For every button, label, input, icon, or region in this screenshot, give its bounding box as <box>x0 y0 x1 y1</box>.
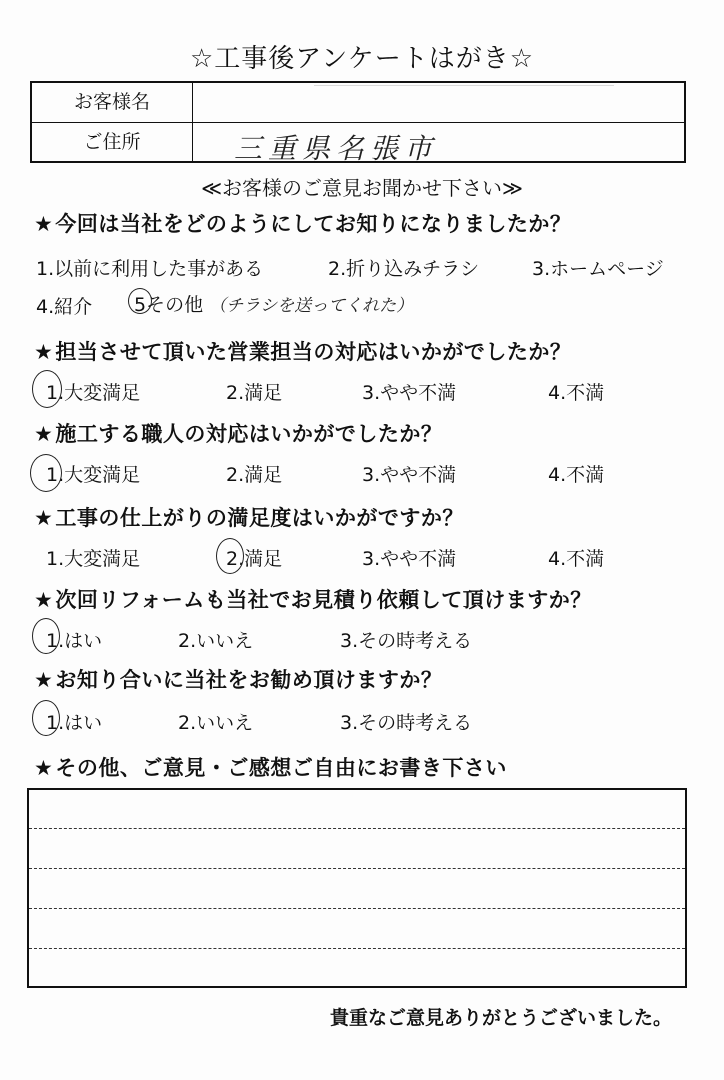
q5-option-2[interactable]: 2.いいえ <box>178 630 254 652</box>
q4-option-1[interactable]: 1.大変満足 <box>46 548 141 570</box>
customer-name-label: お客様名 <box>32 83 193 122</box>
handwritten-address: 三重県名張市 <box>234 132 439 165</box>
q4-option-4[interactable]: 4.不満 <box>548 548 605 570</box>
q1-option-2[interactable]: 2.折り込みチラシ <box>328 258 480 280</box>
q1-option-4[interactable]: 4.紹介 <box>36 296 93 318</box>
question-2 <box>34 336 571 366</box>
star-icon: ★ <box>34 340 54 364</box>
q2-option-4[interactable]: 4.不満 <box>548 382 605 404</box>
question-3-text: 施工する職人の対応はいかがでしたか？ <box>55 422 443 446</box>
selection-circle-mark <box>32 370 62 408</box>
q2-option-2[interactable]: 2.満足 <box>226 382 283 404</box>
question-3 <box>34 418 442 448</box>
q2-option-3[interactable]: 3.やや不満 <box>362 382 457 404</box>
q6-option-3[interactable]: 3.その時考える <box>340 712 473 734</box>
customer-address-field[interactable] <box>194 123 684 165</box>
question-7 <box>34 752 507 782</box>
redacted-name-marks <box>314 85 614 104</box>
q6-option-2[interactable]: 2.いいえ <box>178 712 254 734</box>
q6-option-1[interactable]: 1.はい <box>46 712 103 734</box>
question-6-text: お知り合いに当社をお勧め頂けますか？ <box>55 668 443 692</box>
q1-option-1[interactable]: 1.以前に利用した事がある <box>36 258 264 280</box>
question-2-text: 担当させて頂いた営業担当の対応はいかがでしたか？ <box>55 340 572 364</box>
question-5 <box>34 584 592 614</box>
comment-ruled-line <box>29 948 685 949</box>
q4-option-2[interactable]: 2.満足 <box>226 548 283 570</box>
q1-option-5[interactable] <box>134 290 413 317</box>
selection-circle-mark <box>128 288 152 314</box>
q1-handwritten-note: （チラシを送ってくれた） <box>209 296 414 316</box>
selection-circle-mark <box>32 618 60 654</box>
q5-option-3[interactable]: 3.その時考える <box>340 630 473 652</box>
comment-ruled-line <box>29 828 685 829</box>
thank-you-message: 貴重なご意見ありがとうございました。 <box>329 1007 672 1029</box>
star-icon: ★ <box>34 668 54 692</box>
question-1-text: 今回は当社をどのようにしてお知りになりましたか？ <box>55 212 572 236</box>
q5-option-1[interactable]: 1.はい <box>46 630 103 652</box>
q3-option-3[interactable]: 3.やや不満 <box>362 464 457 486</box>
selection-circle-mark <box>32 700 60 736</box>
question-4 <box>34 502 464 532</box>
selection-circle-mark <box>216 538 244 574</box>
question-5-text: 次回リフォームも当社でお見積り依頼して頂けますか？ <box>55 588 592 612</box>
question-7-text: その他、ご意見・ご感想ご自由にお書き下さい <box>55 756 507 780</box>
q3-option-1[interactable]: 1.大変満足 <box>46 464 141 486</box>
star-icon: ★ <box>34 422 54 446</box>
survey-subtitle: ≪お客様のご意見お聞かせ下さい≫ <box>201 176 523 200</box>
comment-ruled-line <box>29 908 685 909</box>
q1-option-5-label: 5その他 <box>134 294 204 316</box>
star-icon: ★ <box>34 212 54 236</box>
star-icon: ★ <box>34 756 54 780</box>
q1-option-3[interactable]: 3.ホームページ <box>532 258 664 280</box>
customer-name-row <box>32 83 684 123</box>
customer-info-table <box>30 81 686 163</box>
star-icon: ★ <box>34 506 54 530</box>
customer-address-row <box>32 123 684 165</box>
customer-address-label: ご住所 <box>32 123 193 162</box>
comment-ruled-line <box>29 868 685 869</box>
free-comment-box[interactable] <box>27 788 687 988</box>
q4-option-3[interactable]: 3.やや不満 <box>362 548 457 570</box>
card-title: ☆工事後アンケートはがき☆ <box>189 44 535 74</box>
question-1 <box>34 208 571 238</box>
q2-option-1[interactable]: 1.大変満足 <box>46 382 141 404</box>
q3-option-2[interactable]: 2.満足 <box>226 464 283 486</box>
selection-circle-mark <box>30 454 62 492</box>
star-icon: ★ <box>34 588 54 612</box>
q3-option-4[interactable]: 4.不満 <box>548 464 605 486</box>
customer-name-field[interactable] <box>194 83 684 122</box>
question-4-text: 工事の仕上がりの満足度はいかがですか？ <box>55 506 464 530</box>
question-6 <box>34 664 442 694</box>
